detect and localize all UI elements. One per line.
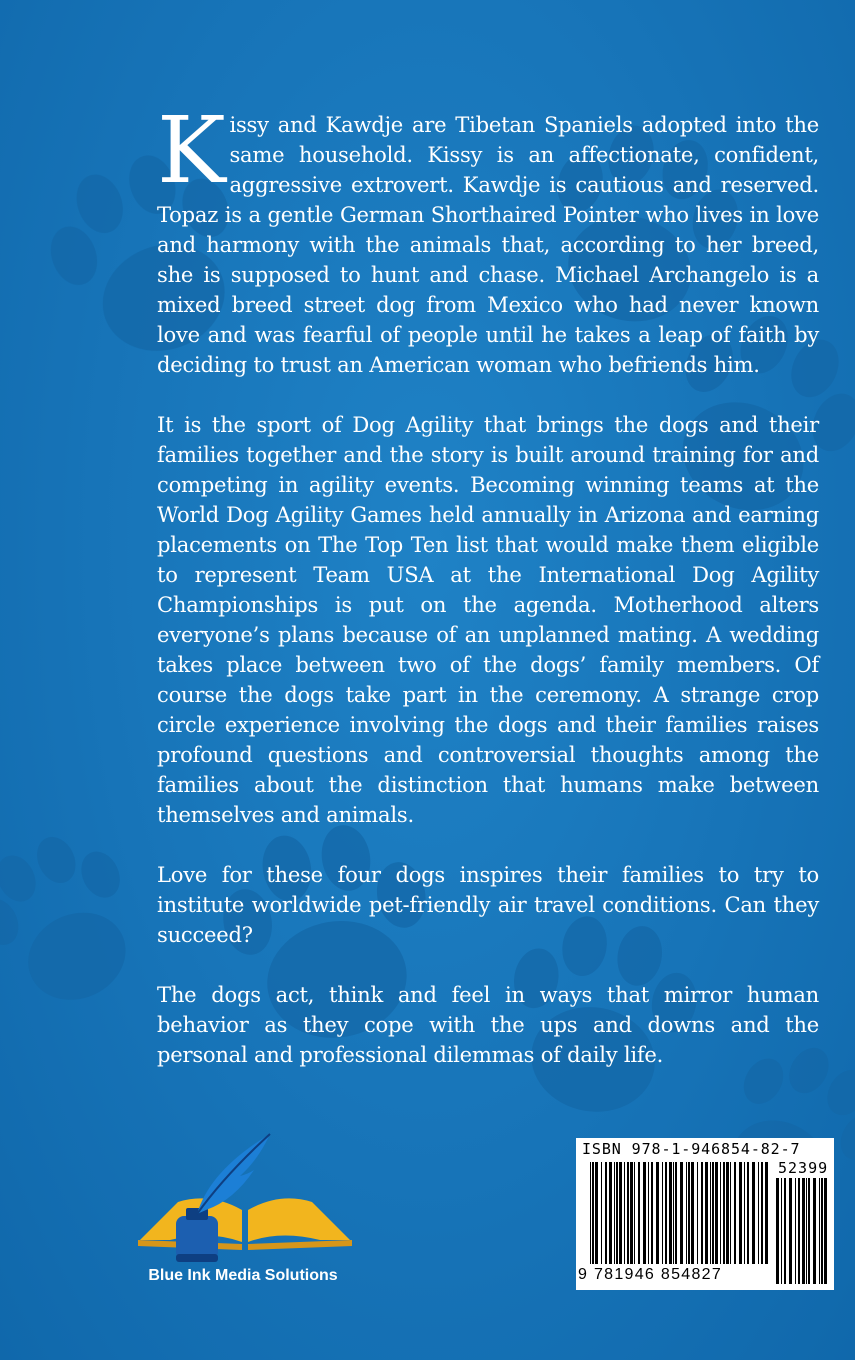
barcode-bar	[821, 1178, 823, 1284]
back-cover-blurb	[157, 97, 819, 1100]
barcode-bar	[752, 1162, 755, 1264]
barcode-bar	[665, 1162, 667, 1264]
barcode-bar	[744, 1162, 745, 1264]
barcode-bar	[634, 1162, 635, 1264]
barcode-bar	[691, 1162, 694, 1264]
isbn-barcode	[576, 1138, 834, 1290]
open-book-icon	[138, 1198, 352, 1250]
barcode-bar	[776, 1178, 779, 1284]
barcode-bar	[680, 1162, 683, 1264]
barcode-bar	[798, 1178, 800, 1284]
drop-cap: K	[157, 97, 226, 204]
barcode-bar	[619, 1162, 622, 1264]
barcode-bar	[747, 1162, 749, 1264]
barcode-bar	[624, 1162, 625, 1264]
barcode-bar	[609, 1162, 612, 1264]
barcode-bar	[789, 1178, 792, 1284]
blurb-paragraph-1-text: issy and Kawdje are Tibetan Spaniels adopted into the same household. Kissy is an affectionate, confident, aggressive extrovert. Kawdje is cautious and reserved. Topaz is a gentle German Shorthaired Pointer who lives in love and harmony with the animals that, according to her breed, she is supposed to hunt and chase. Michael Archangelo is a mixed breed street dog from Mexico who had never known love and was fearful of people until he takes a leap of faith by deciding to trust an American woman who befriends him.	[157, 112, 819, 377]
barcode-bar	[638, 1162, 640, 1264]
barcode-bar	[730, 1162, 731, 1264]
barcode-bar	[806, 1178, 807, 1284]
barcode-bar	[656, 1162, 659, 1264]
barcode-bar	[784, 1178, 786, 1284]
paw-print-icon	[0, 816, 162, 1025]
barcode-bar	[761, 1162, 763, 1264]
barcode-bar	[675, 1162, 677, 1264]
barcode-bar	[627, 1162, 629, 1264]
barcode-bar	[688, 1162, 690, 1264]
barcode-bar	[824, 1178, 827, 1284]
barcode-bar	[648, 1162, 649, 1264]
barcode-bar	[590, 1162, 591, 1264]
blurb-paragraph-4: The dogs act, think and feel in ways that mirror human behavior as they cope with the ups and downs and the personal and professional dilemmas of daily life.	[157, 982, 819, 1067]
barcode-bar	[739, 1162, 742, 1264]
barcode-bar	[765, 1162, 768, 1264]
blurb-paragraph-1	[157, 97, 819, 380]
barcode-bar	[662, 1162, 663, 1264]
barcode-bar	[781, 1178, 782, 1284]
barcode-bar	[723, 1162, 725, 1264]
barcode-bar	[605, 1162, 607, 1264]
quill-icon	[197, 1134, 270, 1214]
barcode-bar	[795, 1178, 796, 1284]
barcode-bar	[701, 1162, 703, 1264]
barcode-bar	[802, 1178, 805, 1284]
barcode-bar	[712, 1162, 714, 1264]
ean-digits: 9 781946 854827	[578, 1266, 723, 1283]
barcode-bar	[595, 1162, 598, 1264]
barcode-bar	[614, 1162, 615, 1264]
isbn-number: ISBN 978-1-946854-82-7	[582, 1140, 801, 1158]
barcode-bar	[813, 1178, 816, 1284]
barcode-bar	[808, 1178, 810, 1284]
barcode-bar	[630, 1162, 633, 1264]
barcode-bar	[710, 1162, 711, 1264]
barcode-bar	[669, 1162, 672, 1264]
barcode-bar	[715, 1162, 718, 1264]
blurb-paragraph-2: It is the sport of Dog Agility that brings the dogs and their families together and the story is built around training for and competing in agility events. Becoming winning teams at the World Dog Agility Games held annually in Arizona and earning placements on The Top Ten list that would make them eligible to represent Team USA at the International Dog Agility Championships is put on the agenda. Motherhood alters everyone’s plans because of an unplanned mating. A wedding takes place between two of the dogs’ family members. Of course the dogs take part in the ceremony. A strange crop circle experience involving the dogs and their families raises profound questions and controversial thoughts among the families about the distinction that humans make between themselves and animals.	[157, 412, 819, 827]
barcode-bar	[697, 1162, 698, 1264]
barcode-bar	[651, 1162, 653, 1264]
price-code: 52399	[778, 1159, 829, 1177]
barcode-bar	[726, 1162, 729, 1264]
barcode-bar	[643, 1162, 646, 1264]
barcode-bar	[601, 1162, 602, 1264]
barcode-bar	[720, 1162, 721, 1264]
barcode-bar	[705, 1162, 708, 1264]
barcode-bar	[734, 1162, 736, 1264]
publisher-name: Blue Ink Media Solutions	[148, 1267, 338, 1284]
barcode-bar	[592, 1162, 594, 1264]
blurb-paragraph-3: Love for these four dogs inspires their families to try to institute worldwide pet-friendly air travel conditions. Can they succeed?	[157, 862, 819, 947]
barcode-bar	[616, 1162, 618, 1264]
barcode-bar	[758, 1162, 759, 1264]
barcode-bar	[819, 1178, 820, 1284]
barcode-bar	[673, 1162, 674, 1264]
barcode-bar	[686, 1162, 687, 1264]
